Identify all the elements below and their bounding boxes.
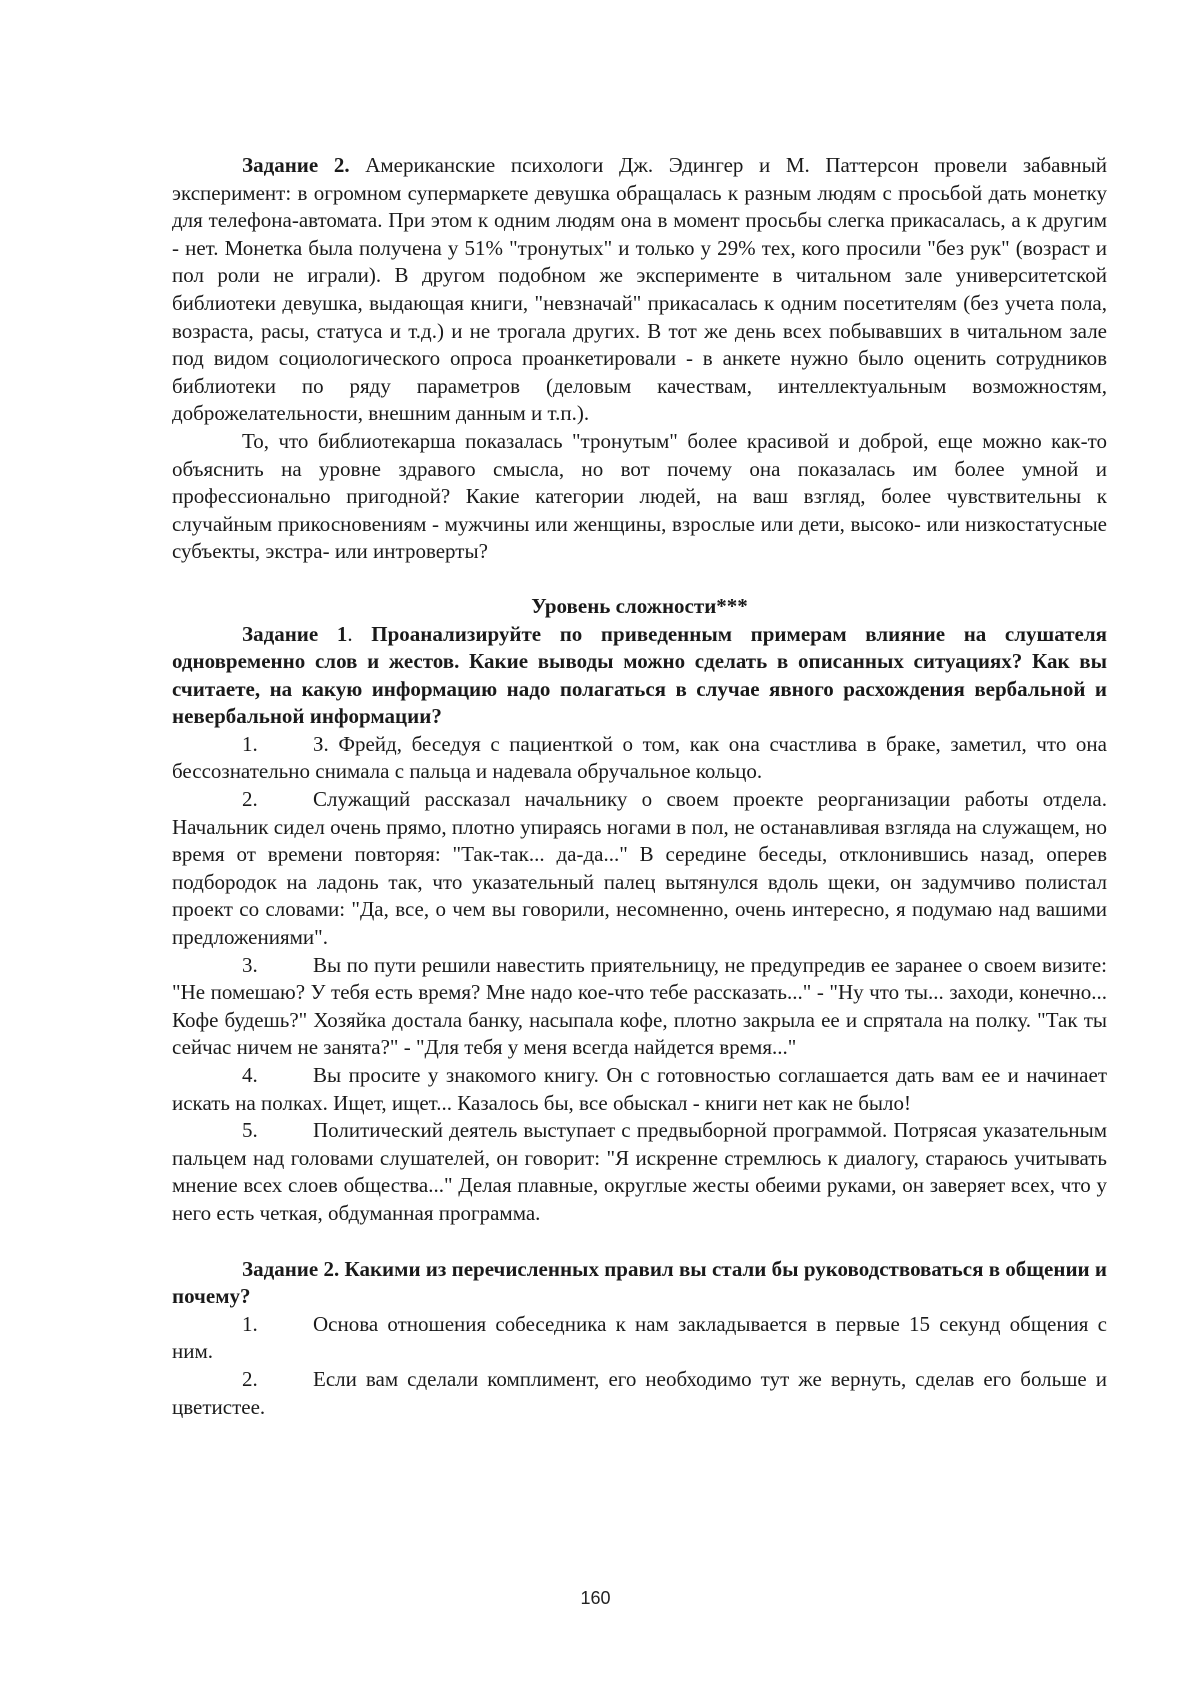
- task2-paragraph-2: То, что библиотекарша показалась "тронутым" более красивой и доброй, еще можно как-то объяснить на уровне здравого смысла, но вот почему она показалась им более умной и профессионально пригодной? Какие категории людей, на ваш взгляд, более чувствительны к случайным прикосновениям - мужчины или женщины, взрослые или дети, высоко- или низкостатусные субъекты, экстра- или интроверты?: [172, 428, 1107, 564]
- list-item-text: Вы просите у знакомого книгу. Он с готовностью соглашается дать вам ее и начинает искать на полках. Ищет, ищет... Казалось бы, все обыскал - книги нет как не было!: [172, 1063, 1107, 1115]
- list-item-text: Политический деятель выступает с предвыборной программой. Потрясая указательным пальцем над головами слушателей, он говорит: "Я искренне стремлюсь к диалогу, стараюсь учитывать мнение всех слоев общества..." Делая плавные, округлые жесты обеими руками, он заверяет всех, что у него есть четкая, обдуманная программа.: [172, 1118, 1107, 1225]
- task2-text: Американские психологи Дж. Эдингер и М. Паттерсон провели забавный эксперимент: в огромном супермаркете девушка обращалась к разным людям с просьбой дать монетку для телефона-автомата. При этом к одним людям она в момент просьбы слегка прикасалась, а к другим - нет. Монетка была получена у 51% "тронутых" и только у 29% тех, кого просили "без рук" (возраст и пол роли не играли). В другом подобном же эксперименте в читальном зале университетской библиотеки девушка, выдающая книги, "невзначай" прикасалась к одним посетителям (без учета пола, возраста, расы, статуса и т.д.) и не трогала других. В тот же день всех побывавших в читальном зале под видом социологического опроса проанкетировали - в анкете нужно было оценить сотрудников библиотеки по ряду параметров (деловым качествам, интеллектуальным возможностям, доброжелательности, внешним данным и т.п.).: [172, 153, 1107, 426]
- page-number: 160: [580, 1588, 611, 1608]
- document-page: [172, 152, 1107, 1421]
- list-item: [172, 952, 1107, 1062]
- list-item-number: 3.: [242, 952, 258, 977]
- level-task1-label: Задание 1: [242, 621, 348, 646]
- list-item: [172, 731, 1107, 786]
- list-item-number: 1.: [242, 731, 258, 756]
- list-item-number: 2.: [242, 1366, 258, 1391]
- list-item-number: 2.: [242, 787, 258, 812]
- list-item-number: 1.: [242, 1311, 258, 1336]
- list-item: [172, 1062, 1107, 1117]
- task2-label: Задание 2.: [242, 153, 350, 177]
- task2-paragraph: [172, 152, 1107, 428]
- list-item: [172, 786, 1107, 952]
- level-task1-dot: .: [347, 621, 353, 646]
- level-task2-question: Задание 2. Какими из перечисленных правил вы стали бы руководствоваться в общении и почему?: [172, 1256, 1107, 1309]
- list-item-text: З. Фрейд, беседуя с пациенткой о том, как она счастлива в браке, заметил, что она бессознательно снимала с пальца и надевала обручальное кольцо.: [172, 731, 1107, 784]
- list-item: [172, 1311, 1107, 1366]
- list-item: [172, 1366, 1107, 1421]
- list-item-text: Основа отношения собеседника к нам закладывается в первые 15 секунд общения с ним.: [172, 1311, 1107, 1364]
- level-heading: Уровень сложности***: [531, 593, 748, 618]
- list-item-number: 4.: [242, 1063, 258, 1087]
- list-item-text: Вы по пути решили навестить приятельницу, не предупредив ее заранее о своем визите: "Не помешаю? У тебя есть время? Мне надо кое-что тебе рассказать..." - "Ну что ты... заходи, конечно... Кофе будешь?" Хозяйка достала банку, насыпала кофе, плотно закрыла ее и спрятала на полку. "Так ты сейчас ничем не занята?" - "Для тебя у меня всегда найдется время...": [172, 952, 1107, 1060]
- list-item: [172, 1117, 1107, 1227]
- level-task1-question: [172, 621, 1107, 731]
- list-item-text: Если вам сделали комплимент, его необходимо тут же вернуть, сделав его больше и цветистее.: [172, 1366, 1107, 1419]
- list-item-number: 5.: [242, 1118, 258, 1143]
- section-spacer: [172, 1228, 1107, 1256]
- level-task1-text: Проанализируйте по приведенным примерам влияние на слушателя одновременно слов и жестов. Какие выводы можно сделать в описанных ситуациях? Как вы считаете, на какую информацию надо полагаться в случае явного расхождения вербальной и невербальной информации?: [172, 621, 1107, 729]
- list-item-text: Служащий рассказал начальнику о своем проекте реорганизации работы отдела. Начальник сидел очень прямо, плотно упираясь ногами в пол, не останавливая взгляда на служащем, но время от времени повторяя: "Так-так... да-да..." В середине беседы, отклонившись назад, оперев подбородок на ладонь так, что указательный палец вытянулся вдоль щеки, он задумчиво полистал проект со словами: "Да, все, о чем вы говорили, несомненно, очень интересно, я подумаю над вашими предложениями".: [172, 787, 1107, 950]
